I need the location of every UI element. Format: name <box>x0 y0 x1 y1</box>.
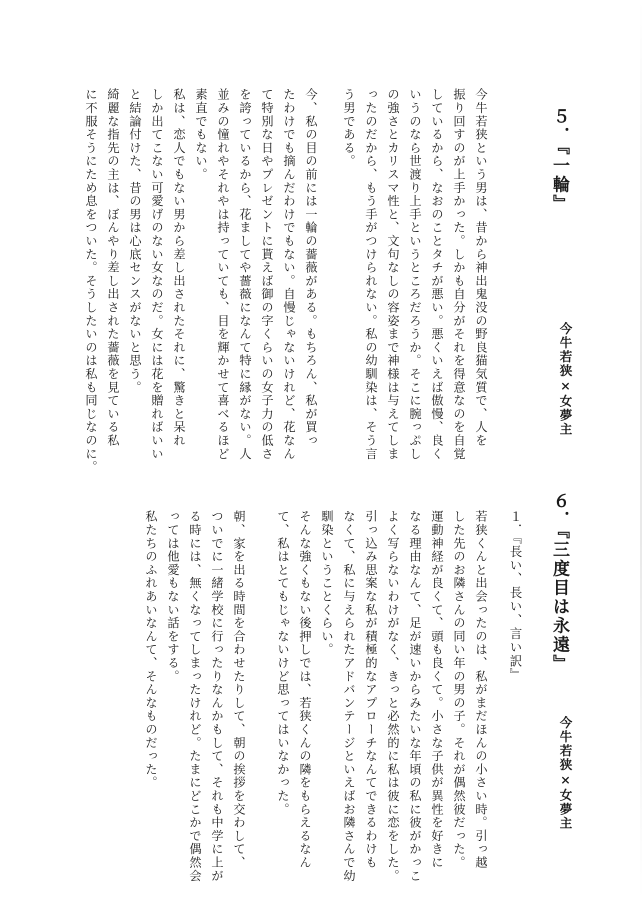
text-line: 私たちのふれあいなんて、そんなものだった。 <box>144 510 158 790</box>
text-line: 素直でもない。 <box>194 88 208 182</box>
text-line: たわけでも摘んだわけでもない。自慢じゃないけれど、花なん <box>282 88 296 461</box>
text-line: を誇っているから、花ましてや薔薇になんて特に縁がない。人 <box>238 88 252 461</box>
text-line: なくて、私に与えられたアドバンテージといえばお隣さんで幼 <box>342 510 356 883</box>
text-line: ったのだから、もう手がつけられない。私の幼馴染は、そう言 <box>364 88 378 461</box>
text-line: う男である。 <box>342 88 356 168</box>
text-line: っては他愛もない話をする。 <box>166 510 180 683</box>
text-line: 運動神経が良くて、頭も良くて。小さな子供が異性を好きに <box>430 510 444 870</box>
section-6-pairing: 今牛若狭×女夢主 <box>558 716 573 831</box>
section-5-heading: ５．『一輪』 <box>549 108 569 214</box>
text-line: 今牛若狭という男は、昔から神出鬼没の野良猫気質で、人を <box>474 88 488 448</box>
text-line: しているから、なおのことタチが悪い。悪くいえば傲慢、良く <box>430 88 444 461</box>
text-line: 引っ込み思案な私が積極的なアプローチなんてできるわけも <box>364 510 378 870</box>
text-line: そんな強くもない後押しでは、若狭くんの隣をもらえるなん <box>298 510 312 870</box>
text-line: よく写らないわけがなく、きっと必然的に私は彼に恋をした。 <box>386 510 400 883</box>
text-line: て特別な日やプレゼントに貰えば御の字くらいの女子力の低さ <box>260 88 274 461</box>
section-5-pairing: 今牛若狭×女夢主 <box>558 322 573 437</box>
section-6-subheading: １．『長い、長い、言い訳』 <box>508 510 523 682</box>
text-line: の強さとカリスマ性と、文句なしの容姿まで神様は与えてしま <box>386 88 400 461</box>
text-line: に不服そうにため息をついた。そうしたいのは私も同じなのに。 <box>84 88 98 474</box>
section-6-heading: ６．『三度目は永遠』 <box>549 492 569 674</box>
text-line: 綺麗な指先の主は、ぼんやり差し出された薔薇を見ている私 <box>106 88 120 448</box>
text-line: 私は、恋人でもない男から差し出されたそれに、驚きと呆れ <box>172 88 186 448</box>
text-line: なる理由なんて、足が速いからみたいな年頃の私に彼がかっこ <box>408 510 422 883</box>
text-line: と結論付けた、昔の男は心底センスがないと思う。 <box>128 88 142 394</box>
text-line: 朝、家を出る時間を合わせたりして、朝の挨拶を交わして、 <box>232 510 246 870</box>
text-line: て、私はとてもじゃないけど思ってはいなかった。 <box>276 510 290 816</box>
text-line: しか出てこない可愛げのない女なのだ。女には花を贈ればいい <box>150 88 164 461</box>
text-line: る時には、無くなってしまったけれど。たまにどこかで偶然会 <box>188 510 202 883</box>
text-line: 馴染ということくらい。 <box>320 510 334 657</box>
text-line: 今、私の目の前には一輪の薔薇がある。もちろん、私が買っ <box>304 88 318 448</box>
text-line: 並みの憧れやそれやは持っていても、目を輝かせて喜べるほど <box>216 88 230 461</box>
text-line: ついでに一緒学校に行ったりなんかもして、それも中学に上が <box>210 510 224 883</box>
text-line: 若狭くんと出会ったのは、私がまだほんの小さい時。引っ越 <box>474 510 488 870</box>
text-line: いうのなら世渡り上手というところだろうか。そこに腕っぷし <box>408 88 422 461</box>
text-line: した先のお隣さんの同い年の男の子。それが偶然彼だった。 <box>452 510 466 870</box>
text-line: 振り回すのが上手かった。しかも自分がそれを得意なのを自覚 <box>452 88 466 461</box>
